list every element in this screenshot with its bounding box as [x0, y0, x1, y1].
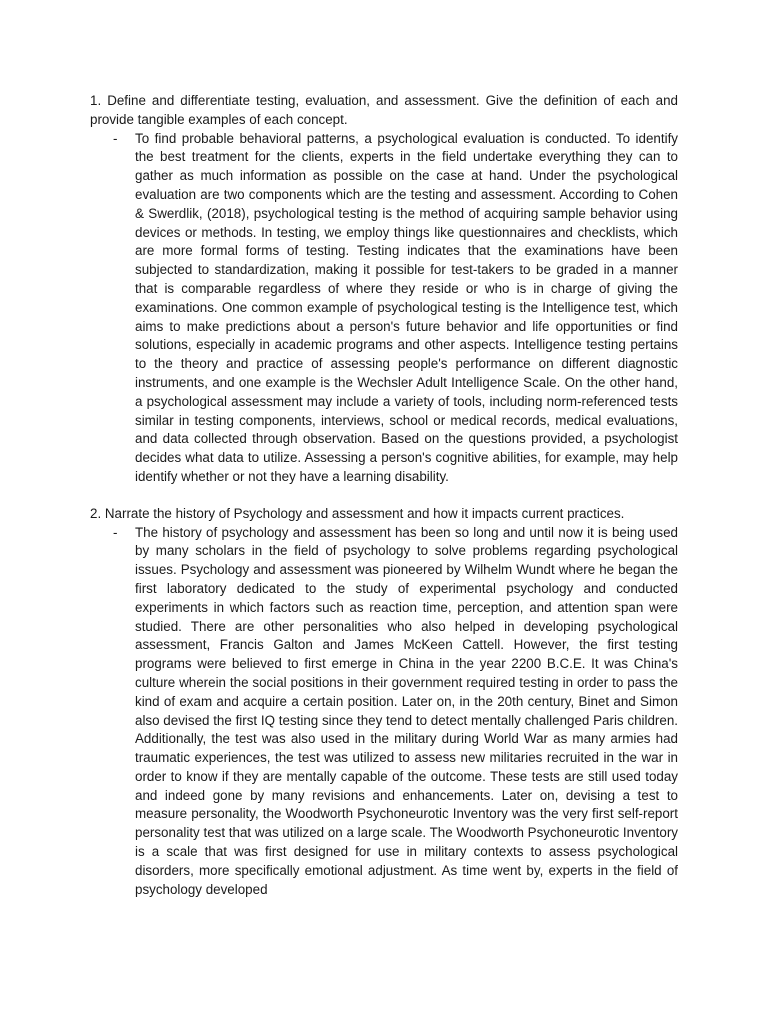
question-2-answer-text: The history of psychology and assessment has been so long and until now it is being used by many scholars in the field of psychology to solve problems regarding psychological issues. Psychology and assessment was pioneered by Wilhelm Wundt where he began the first laboratory dedicated to the study of experimental psychology and conducted experiments in which factors such as reaction time, perception, and attention span were studied. There are other personalities who also helped in developing psychological assessment, Francis Galton and James McKeen Cattell. However, the first testing programs were believed to first emerge in China in the year 2200 B.C.E. It was China's culture wherein the social positions in their government required testing in order to pass the kind of exam and acquire a certain position. Later on, in the 20th century, Binet and Simon also devised the first IQ testing since they tend to detect mentally challenged Paris children. Additionally, the test was also used in the military during World War as many armies had traumatic experiences, the test was utilized to assess new militaries recruited in the war in order to know if they are mentally capable of the outcome. These tests are still used today and indeed gone by many revisions and enhancements. Later on, devising a test to measure personality, the Woodworth Psychoneurotic Inventory was the very first self-report personality test that was utilized on a large scale. The Woodworth Psychoneurotic Inventory is a scale that was first designed for use in military contexts to assess psychological disorders, more specifically emotional adjustment. As time went by, experts in the field of psychology developed — [135, 524, 678, 897]
question-section-1 — [90, 92, 678, 487]
question-1-answer-text: To find probable behavioral patterns, a psychological evaluation is conducted. To identify the best treatment for the clients, experts in the field undertake everything they can to gather as much information as possible on the case at hand. Under the psychological evaluation are two components which are the testing and assessment. According to Cohen & Swerdlik, (2018), psychological testing is the method of acquiring sample behavior using devices or methods. In testing, we employ things like questionnaires and checklists, which are more formal forms of testing. Testing indicates that the examinations have been subjected to standardization, making it possible for test-takers to be graded in a manner that is comparable regardless of where they reside or who is in charge of giving the examinations. One common example of psychological testing is the Intelligence test, which aims to make predictions about a person's future behavior and life opportunities or find solutions, especially in academic programs and other aspects. Intelligence testing pertains to the theory and practice of assessing people's performance on different diagnostic instruments, and one example is the Wechsler Adult Intelligence Scale. On the other hand, a psychological assessment may include a variety of tools, including norm-referenced tests similar in testing components, interviews, school or medical records, medical evaluations, and data collected through observation. Based on the questions provided, a psychologist decides what data to utilize. Assessing a person's cognitive abilities, for example, may help identify whether or not they have a learning disability. — [135, 130, 678, 484]
question-2-prompt: 2. Narrate the history of Psychology and assessment and how it impacts current practices. — [90, 505, 625, 521]
question-2-answer — [113, 524, 678, 900]
document-page — [90, 92, 678, 899]
bullet-dash: - — [113, 524, 118, 540]
question-1-prompt: 1. Define and differentiate testing, evaluation, and assessment. Give the definition of each and provide tangible examples of each concept. — [90, 93, 678, 127]
question-1-answer — [113, 130, 678, 487]
bullet-dash: - — [113, 130, 118, 146]
question-section-2 — [90, 505, 678, 900]
